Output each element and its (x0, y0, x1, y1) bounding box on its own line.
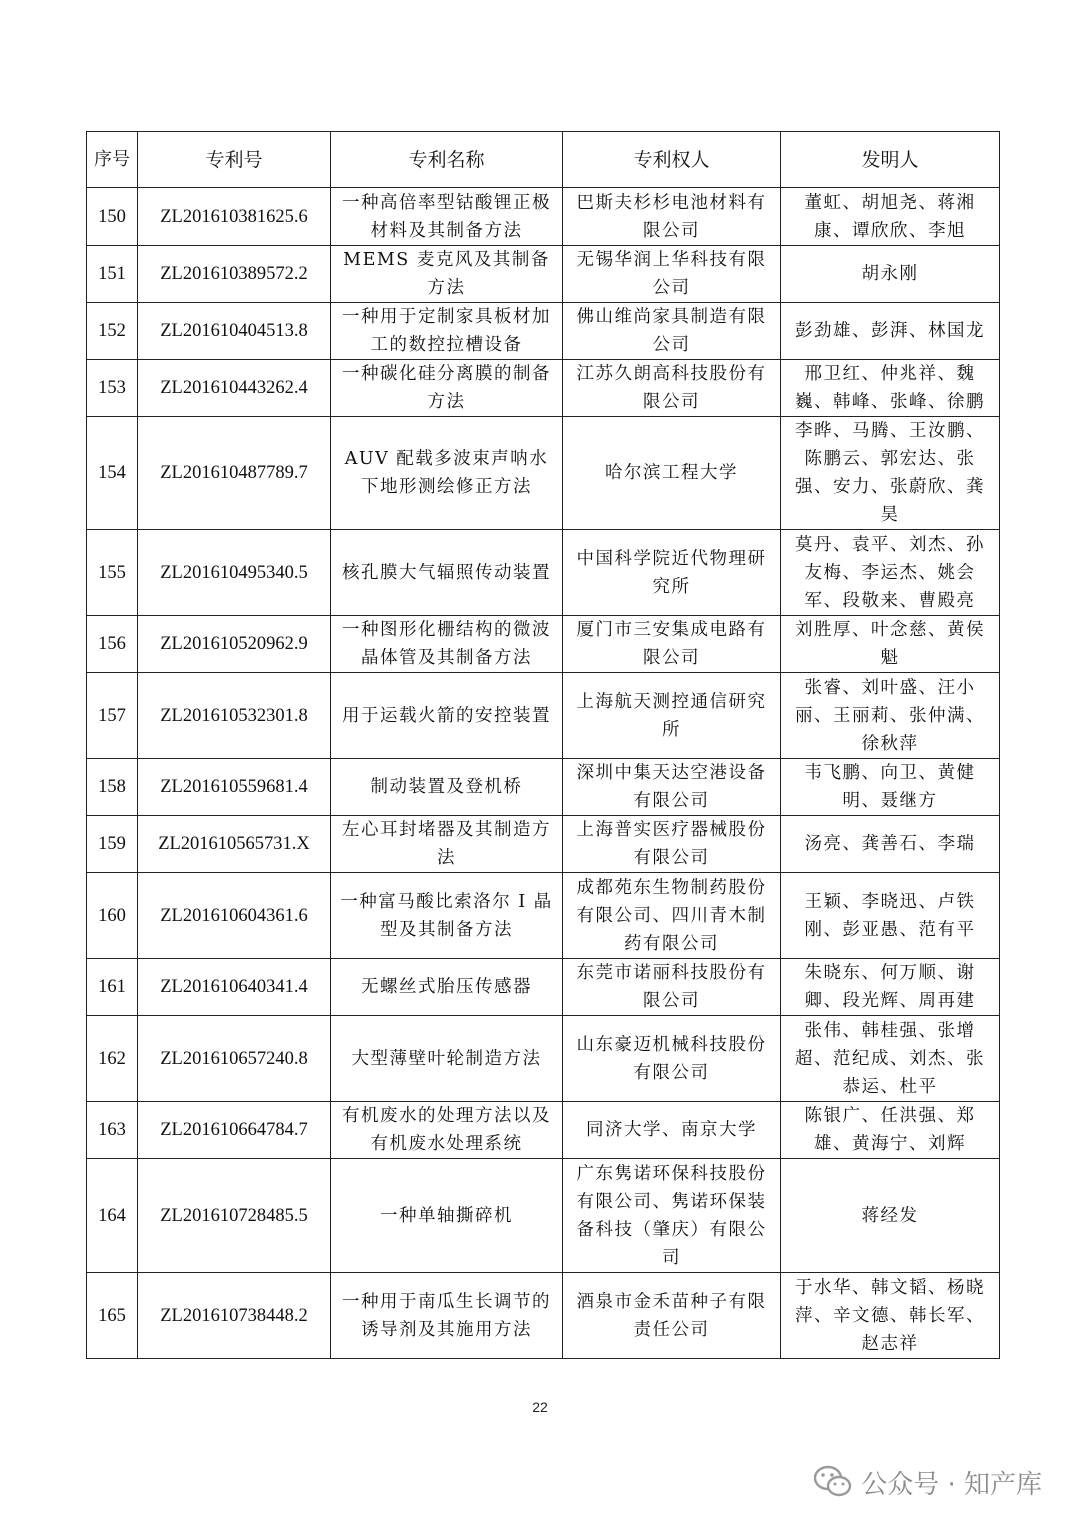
patent-table (86, 131, 1000, 1359)
cell-name: 一种单轴撕碎机 (331, 1159, 563, 1273)
cell-inventors: 胡永刚 (781, 246, 1000, 303)
table-row (87, 246, 1000, 303)
cell-holder: 酒泉市金禾苗种子有限责任公司 (563, 1273, 781, 1359)
table-row (87, 1016, 1000, 1102)
cell-index: 163 (87, 1102, 138, 1159)
cell-inventors: 汤亮、龚善石、李瑞 (781, 816, 1000, 873)
cell-inventors: 王颖、李晓迅、卢铁刚、彭亚愚、范有平 (781, 873, 1000, 959)
cell-index: 165 (87, 1273, 138, 1359)
cell-inventors: 蒋经发 (781, 1159, 1000, 1273)
cell-holder: 佛山维尚家具制造有限公司 (563, 303, 781, 360)
cell-inventors: 陈银广、任洪强、郑雄、黄海宁、刘辉 (781, 1102, 1000, 1159)
cell-name: 一种用于定制家具板材加工的数控拉槽设备 (331, 303, 563, 360)
header-index: 序号 (87, 132, 138, 188)
table-row (87, 417, 1000, 530)
cell-name: 用于运载火箭的安控装置 (331, 673, 563, 759)
cell-index: 157 (87, 673, 138, 759)
cell-inventors: 张睿、刘叶盛、汪小丽、王丽莉、张仲满、徐秋萍 (781, 673, 1000, 759)
table-row (87, 1102, 1000, 1159)
cell-inventors: 邢卫红、仲兆祥、魏巍、韩峰、张峰、徐鹏 (781, 360, 1000, 417)
cell-name: 一种图形化栅结构的微波晶体管及其制备方法 (331, 616, 563, 673)
cell-inventors: 董虹、胡旭尧、蒋湘康、谭欣欣、李旭 (781, 188, 1000, 246)
cell-index: 160 (87, 873, 138, 959)
cell-patent-no: ZL201610657240.8 (138, 1016, 331, 1102)
cell-holder: 山东豪迈机械科技股份有限公司 (563, 1016, 781, 1102)
cell-inventors: 张伟、韩桂强、张增超、范纪成、刘杰、张恭运、杜平 (781, 1016, 1000, 1102)
watermark (813, 1462, 1042, 1502)
cell-name: 一种碳化硅分离膜的制备方法 (331, 360, 563, 417)
cell-patent-no: ZL201610728485.5 (138, 1159, 331, 1273)
cell-holder: 哈尔滨工程大学 (563, 417, 781, 530)
cell-holder: 巴斯夫杉杉电池材料有限公司 (563, 188, 781, 246)
cell-name: 有机废水的处理方法以及有机废水处理系统 (331, 1102, 563, 1159)
cell-index: 153 (87, 360, 138, 417)
table-row (87, 873, 1000, 959)
table-row (87, 303, 1000, 360)
cell-holder: 成都苑东生物制药股份有限公司、四川青木制药有限公司 (563, 873, 781, 959)
cell-patent-no: ZL201610604361.6 (138, 873, 331, 959)
header-inventors: 发明人 (781, 132, 1000, 188)
table-row (87, 530, 1000, 616)
cell-index: 164 (87, 1159, 138, 1273)
cell-patent-no: ZL201610565731.X (138, 816, 331, 873)
cell-holder: 无锡华润上华科技有限公司 (563, 246, 781, 303)
cell-patent-no: ZL201610559681.4 (138, 759, 331, 816)
cell-patent-no: ZL201610495340.5 (138, 530, 331, 616)
table-row (87, 759, 1000, 816)
cell-name: 制动装置及登机桥 (331, 759, 563, 816)
cell-inventors: 韦飞鹏、向卫、黄健明、聂继方 (781, 759, 1000, 816)
cell-holder: 中国科学院近代物理研究所 (563, 530, 781, 616)
cell-holder: 同济大学、南京大学 (563, 1102, 781, 1159)
cell-patent-no: ZL201610487789.7 (138, 417, 331, 530)
cell-name: 左心耳封堵器及其制造方法 (331, 816, 563, 873)
table-row (87, 959, 1000, 1016)
cell-name: 无螺丝式胎压传感器 (331, 959, 563, 1016)
cell-inventors: 李晔、马腾、王汝鹏、陈鹏云、郭宏达、张强、安力、张蔚欣、龚昊 (781, 417, 1000, 530)
cell-patent-no: ZL201610443262.4 (138, 360, 331, 417)
cell-index: 151 (87, 246, 138, 303)
cell-name: 一种用于南瓜生长调节的诱导剂及其施用方法 (331, 1273, 563, 1359)
header-holder: 专利权人 (563, 132, 781, 188)
cell-patent-no: ZL201610738448.2 (138, 1273, 331, 1359)
cell-name: 核孔膜大气辐照传动装置 (331, 530, 563, 616)
cell-inventors: 莫丹、袁平、刘杰、孙友梅、李运杰、姚会军、段敬来、曹殿亮 (781, 530, 1000, 616)
cell-holder: 上海普实医疗器械股份有限公司 (563, 816, 781, 873)
cell-index: 161 (87, 959, 138, 1016)
cell-patent-no: ZL201610389572.2 (138, 246, 331, 303)
cell-patent-no: ZL201610381625.6 (138, 188, 331, 246)
cell-index: 158 (87, 759, 138, 816)
page-number: 22 (532, 1399, 548, 1415)
table-row (87, 616, 1000, 673)
cell-patent-no: ZL201610664784.7 (138, 1102, 331, 1159)
cell-index: 154 (87, 417, 138, 530)
cell-name: 大型薄壁叶轮制造方法 (331, 1016, 563, 1102)
cell-index: 150 (87, 188, 138, 246)
table-row (87, 1273, 1000, 1359)
table-header-row (87, 132, 1000, 188)
header-name: 专利名称 (331, 132, 563, 188)
cell-index: 159 (87, 816, 138, 873)
cell-name: 一种富马酸比索洛尔 I 晶型及其制备方法 (331, 873, 563, 959)
table-row (87, 188, 1000, 246)
table-row (87, 1159, 1000, 1273)
table-row (87, 673, 1000, 759)
cell-holder: 深圳中集天达空港设备有限公司 (563, 759, 781, 816)
table-row (87, 360, 1000, 417)
cell-index: 156 (87, 616, 138, 673)
cell-patent-no: ZL201610532301.8 (138, 673, 331, 759)
cell-name: 一种高倍率型钴酸锂正极材料及其制备方法 (331, 188, 563, 246)
cell-holder: 广东隽诺环保科技股份有限公司、隽诺环保装备科技（肇庆）有限公司 (563, 1159, 781, 1273)
cell-holder: 厦门市三安集成电路有限公司 (563, 616, 781, 673)
cell-name: MEMS 麦克风及其制备方法 (331, 246, 563, 303)
cell-index: 162 (87, 1016, 138, 1102)
cell-index: 152 (87, 303, 138, 360)
table-row (87, 816, 1000, 873)
header-patent-no: 专利号 (138, 132, 331, 188)
cell-inventors: 刘胜厚、叶念慈、黄侯魁 (781, 616, 1000, 673)
cell-inventors: 于水华、韩文韬、杨晓萍、辛文德、韩长军、赵志祥 (781, 1273, 1000, 1359)
cell-holder: 江苏久朗高科技股份有限公司 (563, 360, 781, 417)
cell-inventors: 朱晓东、何万顺、谢卿、段光辉、周再建 (781, 959, 1000, 1016)
cell-patent-no: ZL201610640341.4 (138, 959, 331, 1016)
cell-holder: 东莞市诺丽科技股份有限公司 (563, 959, 781, 1016)
cell-patent-no: ZL201610520962.9 (138, 616, 331, 673)
cell-inventors: 彭劲雄、彭湃、林国龙 (781, 303, 1000, 360)
wechat-icon (813, 1465, 853, 1499)
watermark-text: 公众号 · 知产库 (861, 1469, 1042, 1500)
cell-index: 155 (87, 530, 138, 616)
cell-holder: 上海航天测控通信研究所 (563, 673, 781, 759)
cell-patent-no: ZL201610404513.8 (138, 303, 331, 360)
cell-name: AUV 配载多波束声呐水下地形测绘修正方法 (331, 417, 563, 530)
